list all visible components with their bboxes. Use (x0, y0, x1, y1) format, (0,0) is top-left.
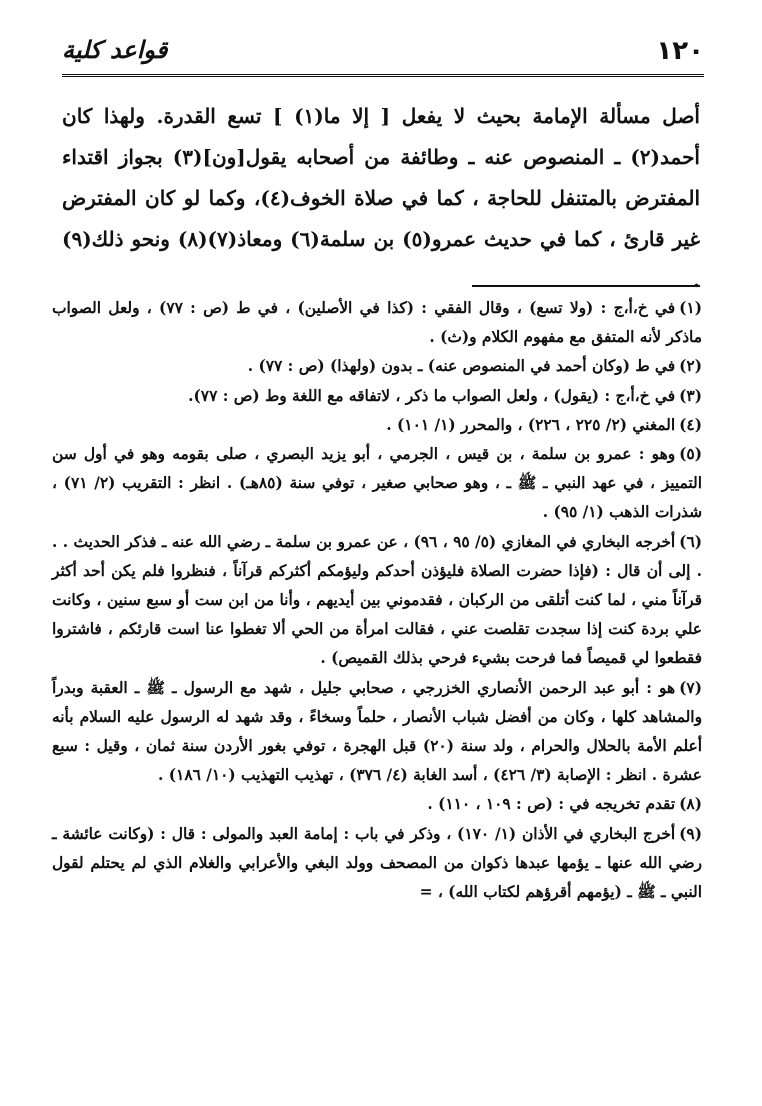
footnote-text: أخرجه البخاري في المغازي (٥/ ٩٥ ، ٩٦) ، عن عمرو بن سلمة ـ رضي الله عنه ـ فذكر الحديث . . . إلى أن قال : (فإذا حضرت الصلاة فليؤذن أحدكم وليؤمكم أكثركم قرآناً ، فنظروا فلم يكن أحد أكثر قرآناً مني ، لما كنت أتلقى من الركبان ، فقدموني بين أيديهم ، وأنا من ابن ست أو سبع سنين ، وكانت علي بردة كنت إذا سجدت تقلصت عني ، فقالت امرأة من الحي ألا تغطوا عنا است قارئكم ، فاشتروا فقطعوا لي قميصاً فما فرحت بشيء فرحي بذلك القميص) . (52, 532, 702, 668)
footnote-number: (١) (679, 299, 702, 317)
footnote-2 (52, 352, 702, 381)
footnote-6 (52, 528, 702, 674)
running-title: قواعد كلية (62, 36, 168, 64)
footnote-number: (٤) (679, 415, 702, 434)
page-header (62, 34, 704, 77)
footnote-text: المغني (٢/ ٢٢٥ ، ٢٢٦) ، والمحرر (١/ ١٠١) . (386, 415, 676, 434)
footnote-text: في خ،أ،ج : (ولا تسع) ، وقال الفقي : (كذا في الأصلين) ، في ط (ص : ٧٧) ، ولعل الصواب ماذكر لأنه المتفق مع مفهوم الكلام و(ث) . (52, 299, 702, 347)
footnote-text: هو : أبو عبد الرحمن الأنصاري الخزرجي ، صحابي جليل ، شهد مع الرسول ـ ﷺ ـ العقبة وبدراً والمشاهد كلها ، وكان من أفضل شباب الأنصار ، حلماً وسخاءً ، وقد شهد له الرسول عليه السلام بأنه أعلم الأمة بالحلال والحرام ، ولد سنة (٢٠) قبل الهجرة ، توفي بغور الأردن سنة ثمان ، وقيل : سبع عشرة . انظر : الإصابة (٣/ ٤٢٦) ، أسد الغابة (٤/ ٣٧٦) ، تهذيب التهذيب (١٠/ ١٨٦) . (52, 678, 703, 785)
footnote-8 (52, 790, 702, 819)
footnote-3 (52, 382, 702, 411)
footnote-5 (52, 440, 702, 528)
footnote-number: (٨) (679, 795, 702, 814)
footnote-number: (٢) (679, 357, 702, 376)
main-text (62, 96, 700, 301)
main-paragraph: أصل مسألة الإمامة بحيث لا يفعل [ إلا ما(١) ] تسع القدرة. ولهذا كان أحمد(٢) ـ المنصوص عنه ـ وطائفة من أصحابه يقول[ون](٣) بجواز اقتداء المفترض بالمتنفل للحاجة ، كما في صلاة الخوف(٤)، وكما لو كان المفترض غير قارئ ، كما في حديث عمرو(٥) بن سلمة(٦) ومعاذ(٧)(٨) ونحو ذلك(٩) . (62, 104, 700, 292)
footnote-text: تقدم تخريجه في : (ص : ١٠٩ ، ١١٠) . (427, 795, 676, 814)
footnote-text: في ط (وكان أحمد في المنصوص عنه) ـ بدون (ولهذا) (ص : ٧٧) . (247, 357, 676, 376)
footnote-7 (52, 674, 702, 791)
footnotes (52, 294, 702, 907)
footnote-text: وهو : عمرو بن سلمة ، بن قيس ، الجرمي ، أبو يزيد البصري ، صلى بقومه وهو في أول سن التمييز ، في عهد النبي ـ ﷺ ـ ، وهو صحابي صغير ، توفي سنة (٨٥هـ) . انظر : التقريب (٢/ ٧١) ، شذرات الذهب (١/ ٩٥) . (52, 445, 703, 522)
footnote-separator (472, 285, 700, 287)
footnote-text: أخرج البخاري في الأذان (١/ ١٧٠) ، وذكر في باب : إمامة العبد والمولى : قال : (وكانت عائشة ـ رضي الله عنها ـ يؤمها عبدها ذكوان من المصحف وولد البغي والأعرابي والغلام الذي لم يحتلم لقول النبي ـ ﷺ ـ (يؤمهم أقرؤهم لكتاب الله) ، = (52, 824, 702, 902)
footnote-number: (٦) (679, 532, 703, 551)
footnote-number: (٩) (679, 824, 702, 843)
footnote-9 (52, 820, 702, 908)
footnote-4 (52, 411, 702, 440)
footnote-number: (٥) (679, 445, 702, 464)
footnote-number: (٣) (679, 386, 702, 405)
footnote-text: في خ،أ،ج : (يقول) ، ولعل الصواب ما ذكر ، لاتفاقه مع اللغة وط (ص : ٧٧). (188, 386, 676, 405)
footnote-number: (٧) (679, 678, 702, 697)
footnote-1 (52, 294, 702, 352)
page-number: ١٢٠ (656, 36, 704, 66)
